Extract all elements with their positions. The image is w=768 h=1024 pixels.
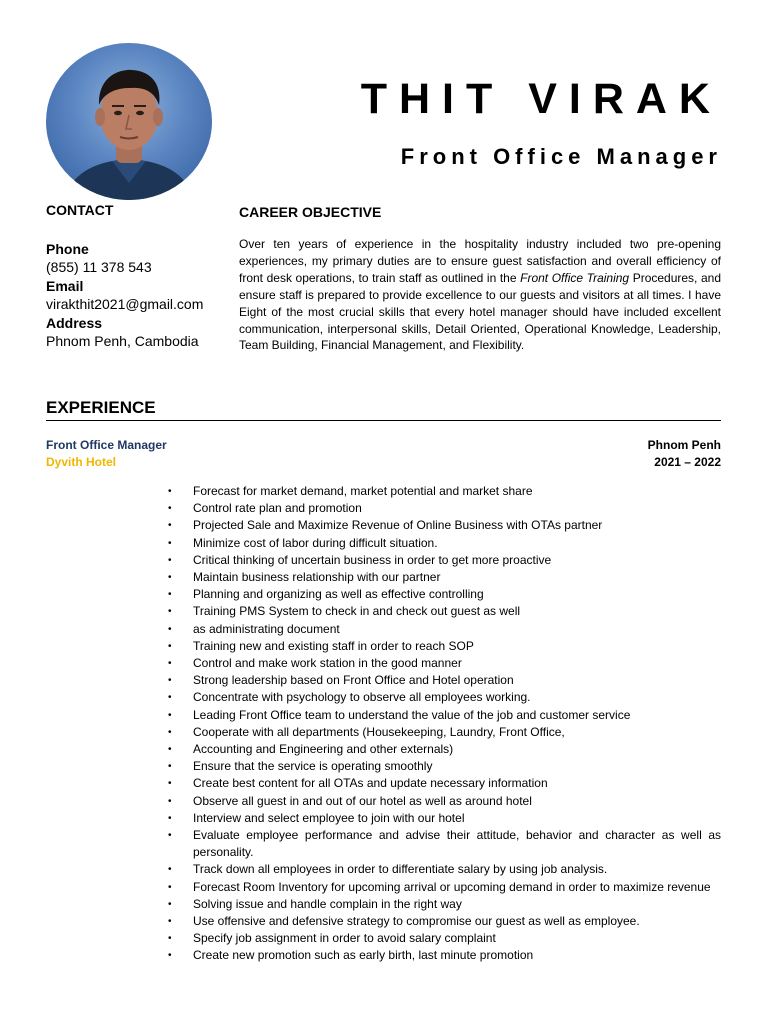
bullet-icon: • — [168, 778, 172, 790]
duty-item — [166, 775, 721, 792]
duty-text: Track down all employees in order to differentiate salary by using job analysis. — [193, 862, 608, 877]
duty-text: Minimize cost of labor during difficult situation. — [193, 535, 438, 550]
job-role: Front Office Manager — [46, 438, 167, 452]
duty-text: Planning and organizing as well as effective controlling — [193, 587, 484, 602]
duty-item — [166, 569, 721, 586]
portrait-illustration — [46, 43, 212, 200]
duty-item — [166, 793, 721, 810]
duties-list — [166, 483, 721, 965]
duty-item — [166, 930, 721, 947]
duty-text: Leading Front Office team to understand the value of the job and customer service — [193, 707, 631, 722]
address-label: Address — [46, 315, 103, 331]
duty-item — [166, 603, 721, 620]
email-value: virakthit2021@gmail.com — [46, 296, 204, 312]
objective-italic-text: Front Office Training — [520, 270, 630, 285]
duty-item — [166, 517, 721, 534]
bullet-icon: • — [168, 709, 172, 721]
bullet-icon: • — [168, 726, 172, 738]
duty-text: Maintain business relationship with our partner — [193, 570, 441, 585]
duty-text: Ensure that the service is operating smoothly — [193, 759, 433, 774]
bullet-icon: • — [168, 554, 172, 566]
bullet-icon: • — [168, 812, 172, 824]
bullet-icon: • — [168, 744, 172, 756]
bullet-icon: • — [168, 640, 172, 652]
duty-text: Interview and select employee to join with our hotel — [193, 810, 465, 825]
bullet-icon: • — [168, 898, 172, 910]
duty-item — [166, 621, 721, 638]
duty-text: Training new and existing staff in order to reach SOP — [193, 638, 474, 653]
contact-heading: CONTACT — [46, 202, 114, 218]
bullet-icon: • — [168, 572, 172, 584]
duty-text: Forecast Room Inventory for upcoming arrival or upcoming demand in order to maximize revenue — [193, 879, 711, 894]
duty-text: Specify job assignment in order to avoid salary complaint — [193, 931, 496, 946]
duty-item — [166, 483, 721, 500]
career-objective-section — [239, 203, 721, 354]
phone-value: (855) 11 378 543 — [46, 259, 152, 275]
bullet-icon: • — [168, 503, 172, 515]
job-location: Phnom Penh — [647, 438, 721, 452]
duty-text: Observe all guest in and out of our hotel as well as around hotel — [193, 793, 532, 808]
bullet-icon: • — [168, 761, 172, 773]
contact-section — [46, 201, 226, 351]
bullet-icon: • — [168, 537, 172, 549]
bullet-icon: • — [168, 675, 172, 687]
bullet-icon: • — [168, 520, 172, 532]
bullet-icon: • — [168, 950, 172, 962]
duty-item — [166, 655, 721, 672]
career-objective-text — [239, 236, 721, 354]
email-label: Email — [46, 278, 84, 294]
duty-text: as administrating document — [193, 621, 340, 636]
duty-item — [166, 810, 721, 827]
duty-item — [166, 707, 721, 724]
career-objective-heading: CAREER OBJECTIVE — [239, 204, 382, 220]
duty-text: Use offensive and defensive strategy to compromise our guest as well as employee. — [193, 914, 640, 929]
duty-text: Create new promotion such as early birth, last minute promotion — [193, 948, 534, 963]
duty-text: Projected Sale and Maximize Revenue of Online Business with OTAs partner — [193, 518, 603, 533]
duty-item — [166, 758, 721, 775]
bullet-icon: • — [168, 692, 172, 704]
profile-photo — [46, 43, 212, 200]
bullet-icon: • — [168, 658, 172, 670]
duty-item — [166, 879, 721, 896]
duty-text: Concentrate with psychology to observe all employees working. — [193, 690, 531, 705]
candidate-name: THIT VIRAK — [360, 75, 722, 123]
experience-heading: EXPERIENCE — [46, 398, 721, 421]
duty-item — [166, 638, 721, 655]
duty-text: Training PMS System to check in and check out guest as well — [193, 604, 521, 619]
job-period: 2021 – 2022 — [654, 455, 721, 469]
bullet-icon: • — [168, 623, 172, 635]
address-value: Phnom Penh, Cambodia — [46, 333, 199, 349]
duty-item — [166, 586, 721, 603]
duty-text: Solving issue and handle complain in the right way — [193, 896, 462, 911]
duty-item — [166, 913, 721, 930]
duty-text: Strong leadership based on Front Office and Hotel operation — [193, 673, 514, 688]
duty-item — [166, 500, 721, 517]
duty-text: Forecast for market demand, market potential and market share — [193, 484, 533, 498]
duty-text: Accounting and Engineering and other externals) — [193, 742, 454, 757]
duty-item — [166, 827, 721, 861]
duty-item — [166, 861, 721, 878]
duty-item — [166, 535, 721, 552]
duty-item — [166, 672, 721, 689]
duty-item — [166, 552, 721, 569]
objective-text-part: Procedures, and ensure staff is prepared to provide excellence to our guests and visitors at all times. I have Eight of the most crucial skills that every hotel manager should have included excellent communication, interpersonal skills, Detail Oriented, Operational Knowledge, Leadership, Team Building, Financial Management, and Flexibility. — [239, 270, 721, 353]
candidate-job-title: Front Office Manager — [400, 144, 722, 169]
bullet-icon: • — [168, 606, 172, 618]
duty-text: Evaluate employee performance and advise their attitude, behavior and character as well as personality. — [193, 828, 721, 860]
bullet-icon: • — [168, 864, 172, 876]
duty-text: Cooperate with all departments (Housekeeping, Laundry, Front Office, — [193, 724, 565, 739]
objective-text-part: Over ten years of experience in the hospitality industry included two pre-opening experiences, my primary duties are to ensure guest satisfaction and overall efficiency of front desk operations, to train staff as outlined in the — [239, 237, 721, 285]
duty-item — [166, 741, 721, 758]
bullet-icon: • — [168, 881, 172, 893]
duty-text: Control and make work station in the good manner — [193, 656, 462, 671]
duty-item — [166, 689, 721, 706]
bullet-icon: • — [168, 830, 172, 842]
duty-text: Critical thinking of uncertain business in order to get more proactive — [193, 552, 552, 567]
bullet-icon: • — [168, 795, 172, 807]
duty-text: Control rate plan and promotion — [193, 501, 362, 516]
bullet-icon: • — [168, 916, 172, 928]
duty-item — [166, 947, 721, 964]
bullet-icon: • — [168, 933, 172, 945]
company-name: Dyvith Hotel — [46, 455, 117, 469]
duty-item — [166, 896, 721, 913]
bullet-icon: • — [168, 486, 172, 497]
phone-label: Phone — [46, 241, 89, 257]
duty-text: Create best content for all OTAs and update necessary information — [193, 776, 548, 791]
duty-item — [166, 724, 721, 741]
bullet-icon: • — [168, 589, 172, 601]
